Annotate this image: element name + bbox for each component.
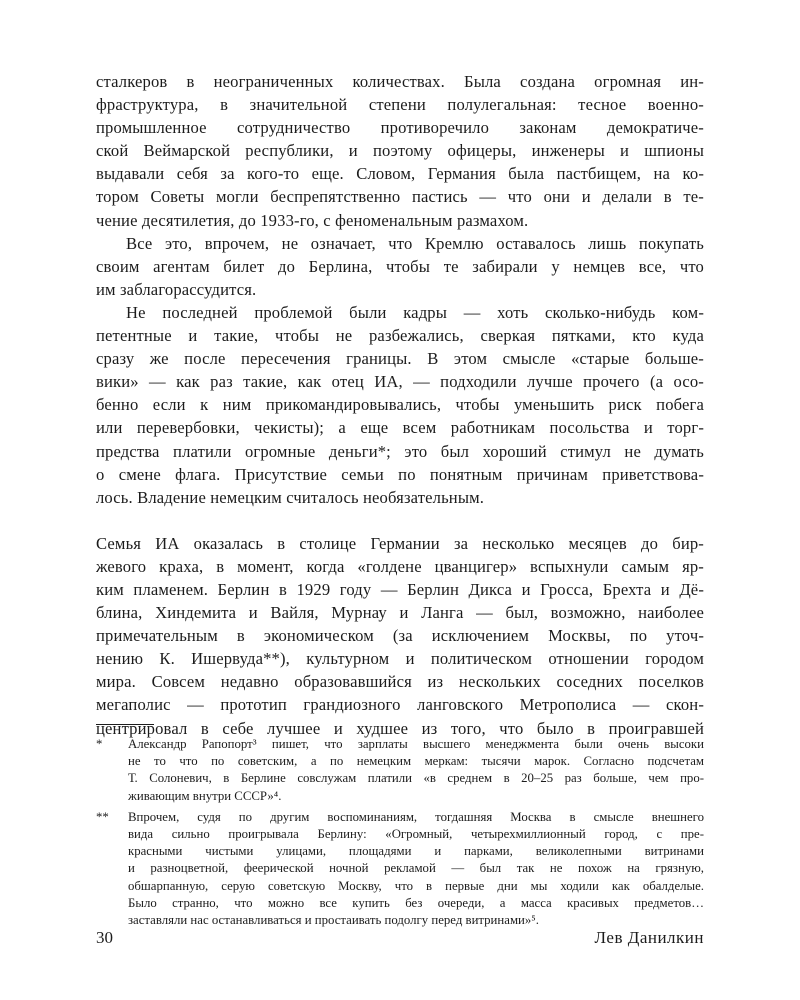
footnote-line: Александр Рапопорт³ пишет, что зарплаты высшего менеджмента были очень высоки: [128, 737, 704, 751]
footnote-line: вида сильно проигрывала Берлину: «Огромный, четырехмиллионный город, с пре-: [128, 827, 704, 842]
text-line: фраструктура, в значительной степени полулегальная: тесное военно-: [96, 95, 704, 115]
text-line: выдавали себя за кого-то еще. Словом, Германия была пастбищем, на ко-: [96, 164, 704, 184]
text-line: тором Советы могли беспрепятственно пастись — что они и делали в те-: [96, 187, 704, 207]
footnote-line: обшарпанную, серую советскую Москву, что в первые дни мы ходили как обалделые.: [128, 878, 704, 893]
page-footer: [96, 928, 704, 952]
footnote-line: Впрочем, судя по другим воспоминаниям, тогдашняя Москва в смысле внешнего: [128, 809, 704, 824]
footnote-line: Т. Солоневич, в Берлине совслужам платили «в среднем в 20–25 раз больше, чем про-: [128, 771, 704, 786]
page-number: 30: [96, 928, 113, 947]
footnote-divider: [96, 724, 154, 725]
text-line: ким пламенем. Берлин в 1929 году — Берлин Дикса и Гросса, Брехта и Дё-: [96, 579, 704, 599]
footnote-1: [96, 736, 704, 805]
footnote-line: заставляли нас останавливаться и простаивать подолгу перед витринами»⁵.: [128, 913, 539, 928]
paragraph-1: [96, 70, 704, 232]
footnote-2: [96, 809, 704, 929]
text-line: блина, Хиндемита и Вайля, Мурнау и Ланга — был, возможно, наиболее: [96, 603, 704, 623]
text-line: лось. Владение немецким считалось необязательным.: [96, 487, 485, 507]
paragraph-2: [96, 232, 704, 301]
text-line: Семья ИА оказалась в столице Германии за несколько месяцев до бир-: [96, 533, 704, 553]
footnote-line: живающим внутри СССР»⁴.: [128, 788, 282, 803]
text-line: предства платили огромные деньги*; это был хороший стимул не думать: [96, 441, 704, 461]
text-line: вики» — как раз такие, как отец ИА, — подходили лучше прочего (а осо-: [96, 372, 704, 392]
text-line: сталкеров в неограниченных количествах. Была создана огромная ин-: [96, 72, 704, 91]
text-line: или перевербовки, чекисты); а еще всем работникам посольства и торг-: [96, 418, 704, 438]
text-line: им заблагорассудится.: [96, 279, 257, 299]
paragraph-4: [96, 532, 704, 740]
text-line: сразу же после пересечения границы. В этом смысле «старые больше-: [96, 349, 704, 369]
text-line: нению К. Ишервуда**), культурном и политическом отношении городом: [96, 649, 704, 669]
text-line: чение десятилетия, до 1933-го, с феноменальным размахом.: [96, 210, 529, 230]
section-break: [96, 509, 704, 532]
text-line: бенно если к ним прикомандировывались, чтобы уменьшить риск побега: [96, 395, 704, 415]
text-line: центрировал в себе лучшее и худшее из того, что было в проигравшей: [96, 718, 704, 738]
text-line: мегаполис — прототип грандиозного ланговского Метрополиса — скон-: [96, 695, 704, 715]
text-line: примечательным в экономическом (за исключением Москвы, по уточ-: [96, 626, 704, 646]
footnote-line: и разноцветной, феерической ночной рекламой — был так не похож на грязную,: [128, 861, 704, 876]
paragraph-3: [96, 301, 704, 509]
text-line: промышленное сотрудничество противоречило законам демократиче-: [96, 118, 704, 138]
footnote-marker: **: [96, 809, 109, 824]
text-line: о смене флага. Присутствие семьи по понятным причинам приветствова-: [96, 464, 704, 484]
footnotes: [96, 736, 704, 933]
text-line: Не последней проблемой были кадры — хоть сколько-нибудь ком-: [126, 302, 704, 322]
footnote-line: Было странно, что можно все купить без очереди, а масса красивых предметов…: [128, 895, 704, 910]
text-line: петентные и такие, чтобы не разбежались, сверкая пятками, кто куда: [96, 326, 704, 346]
running-author: Лев Данилкин: [594, 928, 704, 947]
footnote-line: красными чистыми улицами, площадями и парками, великолепными витринами: [128, 844, 704, 859]
main-text: [96, 70, 704, 740]
footnote-line: не то что по советским, а по немецким меркам: тысячи марок. Согласно подсчетам: [128, 754, 704, 769]
text-line: своим агентам билет до Берлина, чтобы те забирали у немцев все, что: [96, 256, 704, 276]
text-line: ской Веймарской республики, и поэтому офицеры, инженеры и шпионы: [96, 141, 704, 161]
footnote-marker: *: [96, 737, 103, 751]
text-line: жевого краха, в момент, когда «голдене цванцигер» вспыхнули самым яр-: [96, 556, 704, 576]
text-line: Все это, впрочем, не означает, что Кремлю оставалось лишь покупать: [126, 233, 704, 253]
text-line: мира. Совсем недавно образовавшийся из нескольких соседних поселков: [96, 672, 704, 692]
